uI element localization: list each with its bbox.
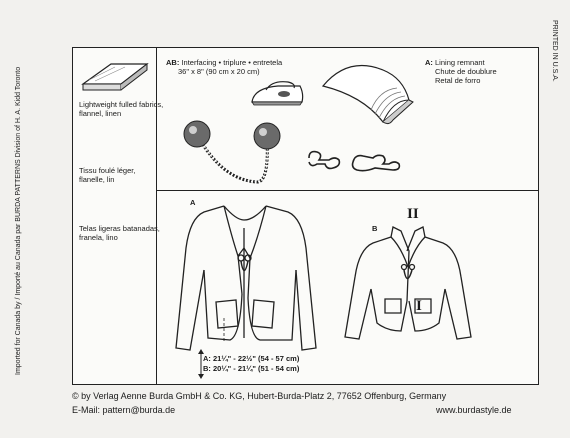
interfacing-size: 36" x 8" (90 cm x 20 cm): [178, 67, 260, 76]
hook-and-eye-icon: [305, 148, 405, 176]
interfacing-note: [166, 58, 282, 76]
divider-vertical: [156, 48, 157, 384]
copyright-line: © by Verlag Aenne Burda GmbH & Co. KG, Hubert-Burda-Platz 2, 77652 Offenburg, Germany: [72, 391, 447, 401]
email-contact[interactable]: E-Mail: pattern@burda.de: [72, 405, 176, 415]
importer-note: Imported for Canada by / Importé au Canada par BURDA PATTERNS Division of H. A. Kidd Toronto: [15, 66, 22, 375]
fabric-it: [79, 166, 135, 184]
measurement-a: A: 21¼" - 22½" (54 - 57 cm): [203, 354, 300, 363]
chain-buttons-icon: [183, 118, 283, 190]
view-a-label: A: [190, 198, 196, 207]
lining-line3: Retal de forro: [435, 76, 481, 85]
lining-line1: Lining remnant: [435, 58, 485, 67]
notions-panel: [72, 47, 539, 385]
fabric-en-line2: flannel, linen: [79, 109, 122, 118]
printed-in-note: PRINTED IN U.S.A.: [551, 20, 558, 82]
shoulder-pad-icon: [313, 56, 418, 126]
iron-icon: [248, 80, 308, 106]
jacket-b-illustration: [335, 223, 525, 343]
fabric-es: [79, 224, 160, 242]
lining-label: A:: [425, 58, 433, 67]
roman-one-marker: I: [416, 298, 422, 314]
fabric-bolt-icon: [81, 54, 151, 94]
measurement-b: B: 20¼" - 21¼" (51 - 54 cm): [203, 364, 300, 373]
view-b-label: B: [372, 224, 378, 233]
fabric-it-line2: flanelle, lin: [79, 175, 115, 184]
roman-two-marker: II: [407, 206, 419, 222]
fabric-it-line1: Tissu foulé léger,: [79, 166, 136, 175]
lining-line2: Chute de doublure: [435, 67, 497, 76]
fabric-es-line2: franela, lino: [79, 233, 118, 242]
fabric-es-line1: Telas ligeras batanadas,: [79, 224, 160, 233]
interfacing-langs: Interfacing • triplure • entretela: [181, 58, 283, 67]
measurements: [203, 354, 299, 374]
fabric-en: [79, 100, 163, 118]
website-link[interactable]: www.burdastyle.de: [436, 405, 512, 415]
lining-note: [425, 58, 497, 85]
fabric-en-line1: Lightweight fulled fabrics,: [79, 100, 164, 109]
interfacing-label: AB:: [166, 58, 180, 67]
divider-horizontal: [156, 190, 538, 191]
